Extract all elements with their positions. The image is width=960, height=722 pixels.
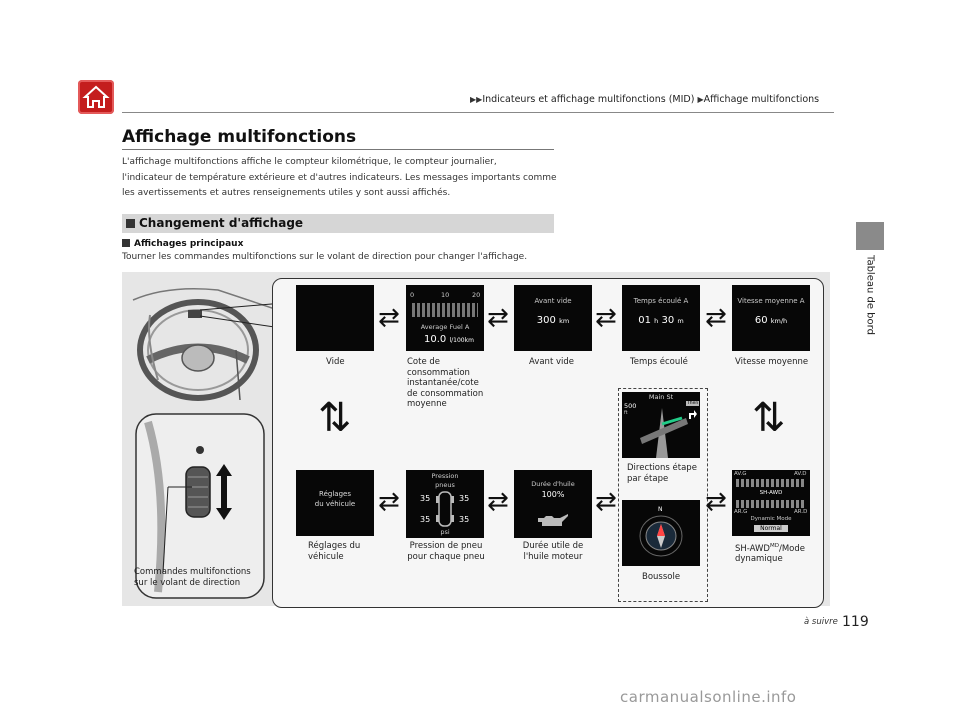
caption-compass: Boussole [642, 572, 681, 582]
screen-blank [296, 285, 374, 351]
breadcrumb-page[interactable]: Affichage multifonctions [703, 94, 820, 105]
swap-arrow-icon: ⇄ [487, 303, 509, 333]
watermark: carmanualsonline.info [620, 688, 797, 706]
vertical-swap-arrow-icon: ⇅ [318, 395, 352, 441]
screen-vehicle-settings: Réglages du véhicule [296, 470, 374, 536]
breadcrumb: ▶▶Indicateurs et affichage multifonctions (MID) ▶Affichage multifonctions [470, 94, 820, 105]
screen-range: Avant vide 300 km [514, 285, 592, 351]
torque-bars [736, 479, 806, 487]
screen-speed: Vitesse moyenne A 60 km/h [732, 285, 810, 351]
fuel-bar-graph [412, 303, 478, 317]
caption-blank: Vide [326, 357, 345, 367]
continued-note: à suivre [804, 617, 838, 627]
caption-controls: Commandes multifonctions sur le volant de direction [134, 567, 251, 588]
screen-compass: N [622, 500, 700, 566]
swap-arrow-icon: ⇄ [378, 303, 400, 333]
page-title: Affichage multifonctions [122, 127, 357, 147]
swap-arrow-icon: ⇄ [487, 487, 509, 517]
caption-vehicle-settings: Réglages du véhicule [308, 541, 361, 562]
swap-arrow-icon: ⇄ [705, 487, 727, 517]
chapter-tab[interactable] [856, 222, 884, 250]
home-button[interactable] [78, 80, 114, 114]
torque-bars [736, 500, 806, 508]
swap-arrow-icon: ⇄ [378, 487, 400, 517]
car-top-icon [436, 490, 454, 528]
vertical-swap-arrow-icon: ⇅ [752, 395, 786, 441]
screen-elapsed: Temps écoulé A 01 h 30 m [622, 285, 700, 351]
caption-oil-life: Durée utile de l'huile moteur [522, 541, 584, 562]
screen-navigation: Main St 500 ft Then [622, 392, 700, 458]
subsection-heading: Affichages principaux [122, 239, 243, 249]
header-divider [122, 112, 834, 113]
intro-paragraph: L'affichage multifonctions affiche le compteur kilométrique, le compteur journalier, l'indicateur de température extérieure et d'autres indicateurs. Les messages importants comme les avertissements et autres renseignements utiles y sont aussi affichés. [122, 157, 557, 198]
oil-can-icon [536, 512, 570, 528]
section-header: Changement d'affichage [122, 214, 554, 233]
route-road-icon [632, 404, 688, 458]
swap-arrow-icon: ⇄ [595, 487, 617, 517]
caption-sh-awd: $SH-AWD^{MD}$/Mode dynamique [735, 543, 805, 565]
title-divider [122, 149, 554, 150]
home-icon [78, 80, 114, 114]
screen-tire-pressure: Pression pneus 35 35 35 35 psi [406, 470, 484, 538]
subsection-text: Tourner les commandes multifonctions sur le volant de direction pour changer l'affichage. [122, 252, 528, 262]
page-number: 119 [842, 614, 869, 630]
chapter-label: Tableau de bord [864, 255, 876, 335]
breadcrumb-section[interactable]: Indicateurs et affichage multifonctions (MID) [482, 94, 695, 105]
caption-navigation: Directions étape par étape [627, 463, 697, 484]
caption-elapsed: Temps écoulé [630, 357, 688, 367]
screen-oil-life: Durée d'huile 100% [514, 470, 592, 538]
caption-tire-pressure: Pression de pneu pour chaque pneu [407, 541, 485, 562]
screen-sh-awd: AV.G AV.D AR.G AR.D SH-AWD Dynamic Mode Normal [732, 470, 810, 536]
caption-range: Avant vide [529, 357, 574, 367]
caption-fuel: Cote de consommation instantanée/cote de consommation moyenne [407, 357, 484, 409]
swap-arrow-icon: ⇄ [705, 303, 727, 333]
swap-arrow-icon: ⇄ [595, 303, 617, 333]
screen-fuel: 0 10 20 Average Fuel A 10.0 l/100km [406, 285, 484, 351]
caption-speed: Vitesse moyenne [735, 357, 809, 367]
